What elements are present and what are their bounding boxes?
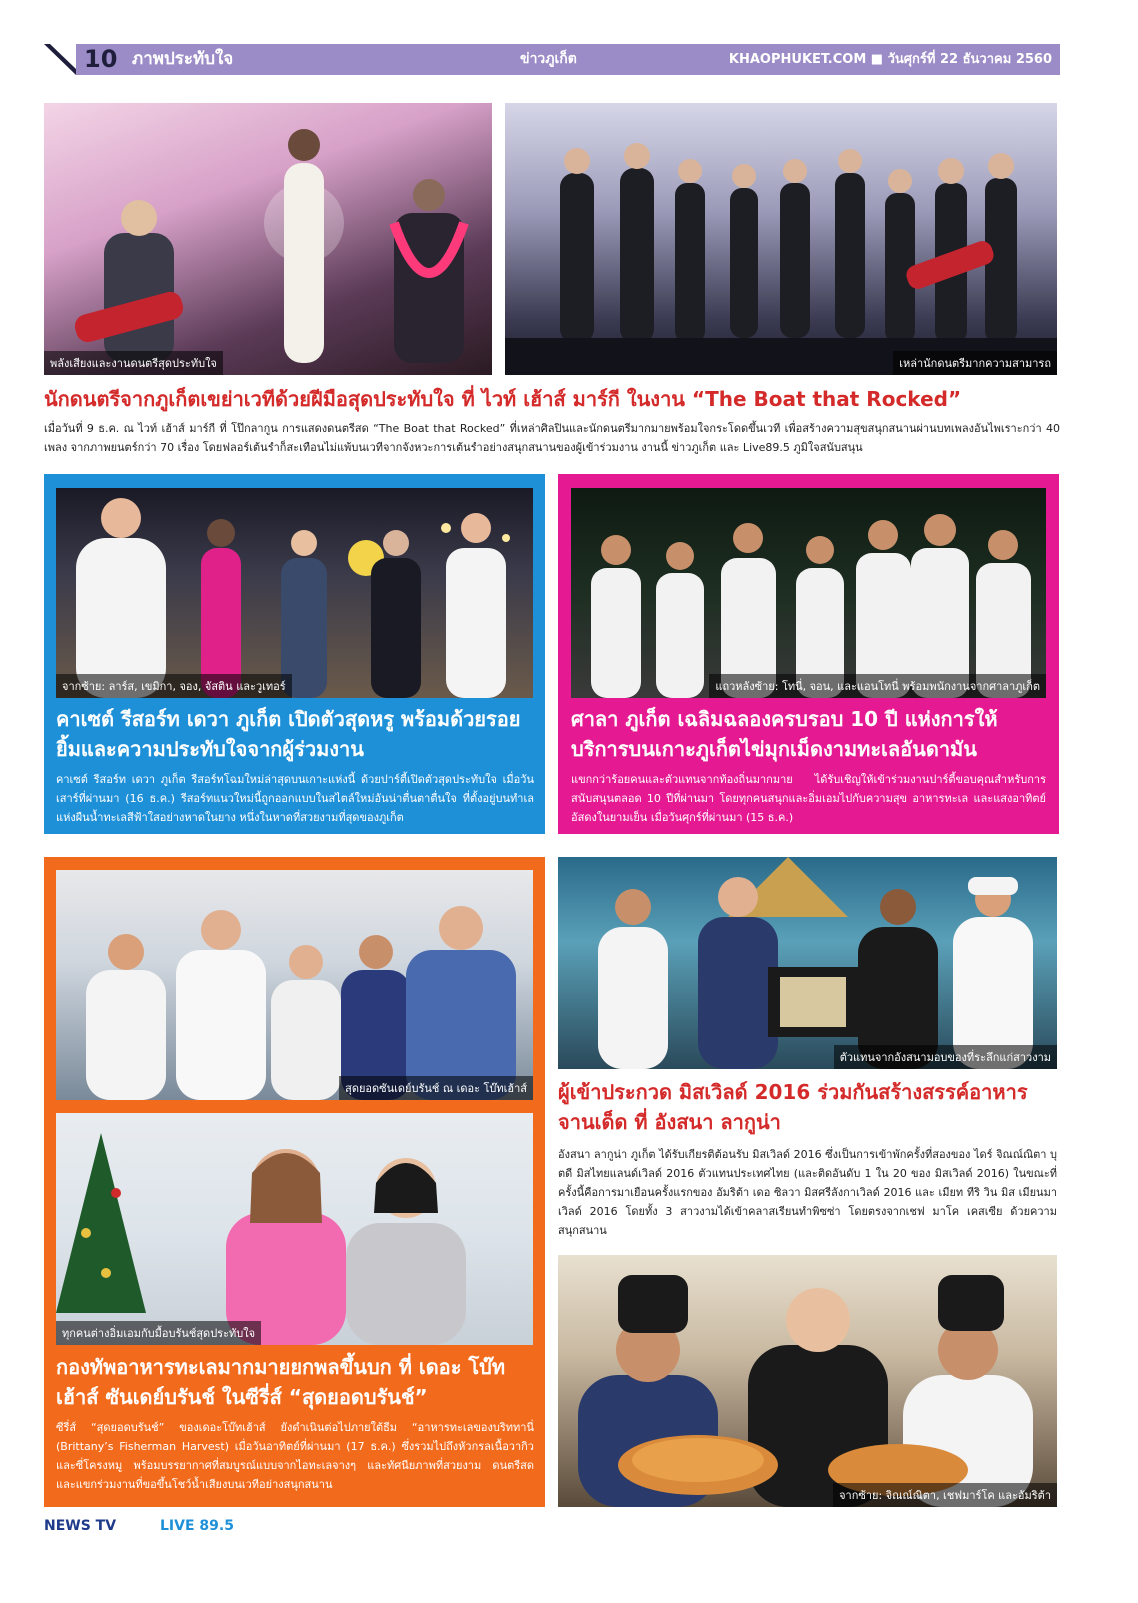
concert-photo-band bbox=[505, 103, 1057, 375]
publication-name: ข่าวภูเก็ต bbox=[520, 51, 577, 67]
story3-body: แขกกว่าร้อยคนและตัวแทนจากท้องถิ่นมากมาย ได้รับเชิญให้เข้าร่วมงานปาร์ตี้ขอบคุณสำหรับการสนับสนุนตลอด 10 ปีที่ผ่านมา โดยทุกคนสนุกและอิ่มเอมไปกับความสุข อาหารทะเล และแสงอาทิตย์อัสดงในยามเย็น เมื่อวันศุกร์ที่ผ่านมา (15 ธ.ค.) bbox=[571, 773, 1046, 824]
photo-caption: ทุกคนต่างอิ่มเอมกับมื้อบรันช์สุดประทับใจ bbox=[56, 1321, 261, 1345]
concert-photo-singer bbox=[44, 103, 492, 375]
story2-body: คาเซต์ รีสอร์ท เดวา ภูเก็ต รีสอร์ทโฉมใหม่ล่าสุดบนเกาะแห่งนี้ ด้วยปาร์ตี้เปิดตัวสุดประทับใจ เมื่อวันเสาร์ที่ผ่านมา (16 ธ.ค.) รีสอร์ทแนวใหม่นี้ถูกออกแบบในสไตล์ใหม่อันน่าตื่นตาตื่นใจ ที่ตั้งอยู่บนทำเลแห่งผืนน้ำทะเลสีฟ้าใสอย่างหาดในยาง หนึ่งในหาดที่สวยงามที่สุดของภูเก็ต bbox=[56, 773, 534, 824]
page-number: 10 bbox=[84, 45, 118, 73]
miss-world-photo bbox=[558, 857, 1057, 1069]
photo-caption: เหล่านักดนตรีมากความสามารถ bbox=[893, 351, 1057, 375]
photo-caption: จากซ้าย: ลาร์ส, เขมิกา, จอง, จัสติน และวูเทอร์ bbox=[56, 674, 292, 698]
story5-headline: ผู้เข้าประกวด มิสเวิลด์ 2016 ร่วมกันสร้างสรรค์อาหารจานเด็ด ที่ อังสนา ลากูน่า bbox=[558, 1080, 1028, 1134]
photo-caption: พลังเสียงและงานดนตรีสุดประทับใจ bbox=[44, 351, 223, 375]
story3-headline: ศาลา ภูเก็ต เฉลิมฉลองครบรอบ 10 ปี แห่งการให้บริการบนเกาะภูเก็ตไข่มุกเม็ดงามทะเลอันดามัน bbox=[571, 707, 998, 761]
boathouse-brunch-photo-women bbox=[56, 1113, 533, 1345]
site-and-date: KHAOPHUKET.COM ■ วันศุกร์ที่ 22 ธันวาคม 2560 bbox=[728, 52, 1052, 67]
pizza-class-photo bbox=[558, 1255, 1057, 1507]
photo-caption: จากซ้าย: จิณณ์ณิตา, เชฟมาร์โค และอัมริต้า bbox=[833, 1483, 1057, 1507]
story1-headline: นักดนตรีจากภูเก็ตเขย่าเวทีด้วยฝีมือสุดประทับใจ ที่ ไวท์ เฮ้าส์ มาร์กี ในงาน “The Boat that Rocked” bbox=[44, 387, 962, 411]
sala-anniversary-photo bbox=[571, 488, 1046, 698]
photo-caption: แถวหลังซ้าย: โทนี่, จอน, และแอนโทนี่ พร้อมพนักงานจากศาลาภูเก็ต bbox=[709, 674, 1046, 698]
story2-headline: คาเซต์ รีสอร์ท เดวา ภูเก็ต เปิดตัวสุดหรู พร้อมด้วยรอยยิ้มและความประทับใจจากผู้ร่วมงาน bbox=[56, 707, 521, 761]
news-tv-logo: NEWS TV bbox=[44, 1518, 117, 1534]
photo-caption: สุดยอดซันเดย์บรันช์ ณ เดอะ โบ๊ทเฮ้าส์ bbox=[339, 1076, 533, 1100]
story1-body: เมื่อวันที่ 9 ธ.ค. ณ ไวท์ เฮ้าส์ มาร์กี ที่ โป๊กลากูน การแสดงดนตรีสด “The Boat that Rocked” ที่เหล่าศิลปินและนักดนตรีมากมายพร้อมใจกระโดดขึ้นเวที เพื่อสร้างความสุขสนุกสนานผ่านบทเพลงอันไพเราะกว่า 40 เพลง จากภาพยนตร์กว่า 70 เรื่อง โดยฟลอร์เต้นรำก็สะเทือนไม่แพ้บนเวทีจากจังหวะการเต้นรำอย่างสนุกสนานของผู้เข้าร่วมงาน งานนี้ ข่าวภูเก็ต และ Live89.5 ภูมิใจสนับสนุน bbox=[44, 422, 1060, 454]
resort-opening-photo bbox=[56, 488, 533, 698]
story5-body: อังสนา ลากูน่า ภูเก็ต ได้รับเกียรติต้อนรับ มิสเวิลด์ 2016 ซึ่งเป็นการเข้าพักครั้งที่สองของ ไดร์ จิณณ์ณิตา บุตดี มิสไทยแลนด์เวิลด์ 2016 ตัวแทนประเทศไทย (และติดอันดับ 1 ใน 20 ของ มิสเวิลด์ 2016) ในขณะที่ครั้งนี้คือการมาเยือนครั้งแรกของ อัมริต้า เดอ ซิลวา มิสศรีลังกาเวิลด์ 2016 และ เมียท ทีริ วิน มิส เมียนมาเวิลด์ 2016 โดยทั้ง 3 สาวงามได้เข้าคลาสเรียนทำพิซซ่า โดยตรงจากเชฟ มาโค เคสเซีย ด้วยความสนุกสนาน bbox=[558, 1148, 1057, 1237]
live-radio-logo: LIVE 89.5 bbox=[160, 1518, 234, 1534]
section-title: ภาพประทับใจ bbox=[132, 49, 234, 69]
photo-caption: ตัวแทนจากอังสนามอบของที่ระลึกแก่สาวงาม bbox=[834, 1045, 1057, 1069]
story4-headline: กองทัพอาหารทะเลมากมายยกพลขึ้นบก ที่ เดอะ โบ๊ทเฮ้าส์ ซันเดย์บรันช์ ในซีรี่ส์ “สุดยอดบรันช์” bbox=[56, 1355, 506, 1409]
boathouse-brunch-photo-men bbox=[56, 870, 533, 1100]
story4-body: ซีรี่ส์ “สุดยอดบรันช์” ของเดอะโบ๊ทเฮ้าส์ ยังดำเนินต่อไปภายใต้ธีม “อาหารทะเลของบริททานี่ (Brittany’s Fisherman Harvest) เมื่อวันอาทิตย์ที่ผ่านมา (17 ธ.ค.) ซึ่งรวมไปถึงหัวกรลเนื้อวากิว และซี่โครงหมู พร้อมบรรยากาศที่สมบูรณ์แบบจากไอทะเลจางๆ และทัศนียภาพที่สวยงาม ดนตรีสด และแขกร่วมงานที่ขอขึ้นโชว์น้ำเสียงบนเวทีอย่างสนุกสนาน bbox=[56, 1421, 534, 1491]
newspaper-logo-icon bbox=[44, 44, 76, 75]
